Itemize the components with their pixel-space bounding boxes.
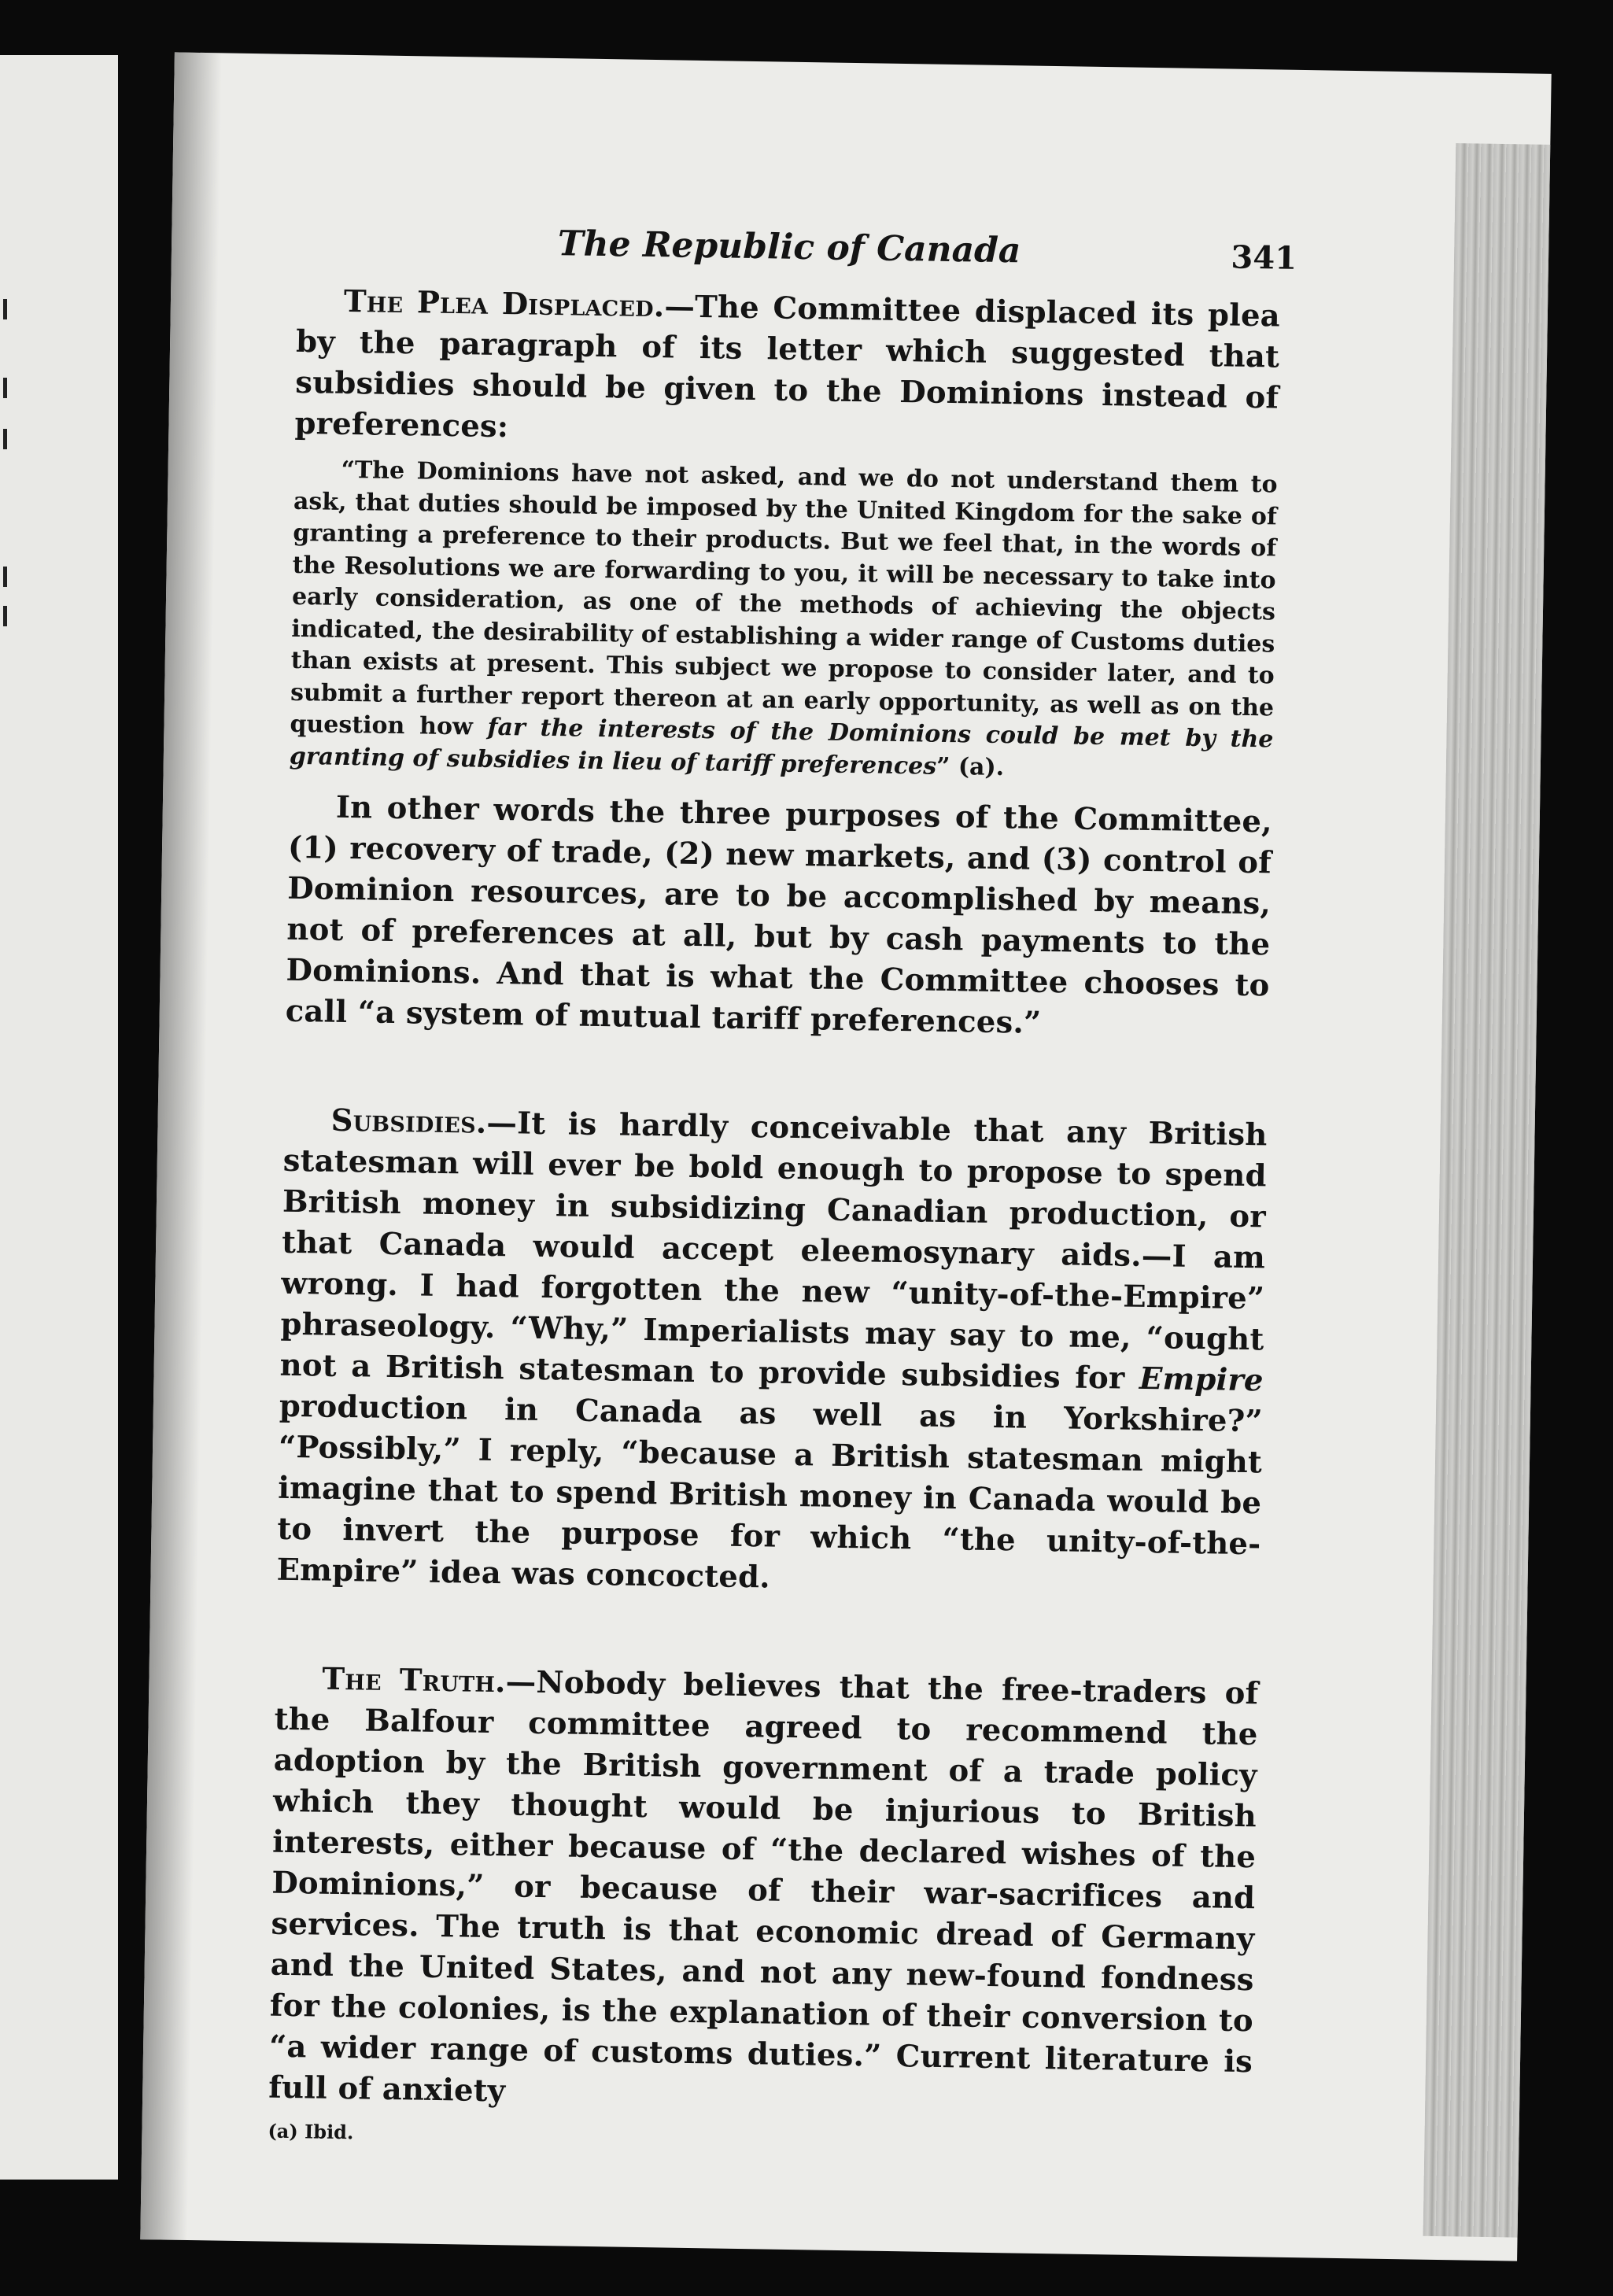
page-content	[268, 220, 1297, 2158]
section-text: —It is hardly conceivable that any British statesman will ever be bold enough to propose to spend British money in subsidizing Canadian production, or that Canada would accept eleemosynary aids.—I am wrong. I had forgotten the new “unity-of-the-Empire” phraseology. “Why,” Imperialists may say to me, “ought not a British statesman to provide subsidies for	[279, 1105, 1268, 1397]
quote-italic: far the interests of the Dominions could be met by the granting of subsidies in lieu of tariff preferences	[289, 713, 1274, 781]
section-text: —The Committee displaced its plea by the paragraph of its letter which suggested that subsidies should be given to the Dominions instead of preferences:	[294, 289, 1281, 445]
section-subsidies	[276, 1100, 1268, 1607]
quote-end: ” (a).	[936, 752, 1005, 781]
running-head	[297, 220, 1297, 282]
page-edges	[1423, 143, 1551, 2238]
block-quote	[290, 454, 1278, 788]
facing-page-edge	[0, 55, 118, 2180]
paragraph-other-words: In other words the three purposes of the Committee, (1) recovery of trade, (2) new markets, and (3) control of Dominion resources, are to be accomplished by means, not of preferences at all, but by cash payments to the Dominions. And that is what the Committee chooses to call “a system of mutual tariff preferences.”	[285, 789, 1273, 1041]
section-text-continued: production in Canada as well as in Yorkshire?” “Possibly,” I reply, “because a British statesman might imagine that to spend British money in Canada would be to invert the purpose for which “the unity-of-the-Empire” idea was concocted.	[276, 1388, 1264, 1596]
section-text: —Nobody believes that the free-traders of the Balfour committee agreed to recommend the adoption by the British government of a trade policy which they thought would be injurious to British interests, either because of “the declared wishes of the Dominions,” or because of their war-sacrifices and services. The truth is that economic dread of Germany and the United States, and not any new-found fondness for the colonies, is the explanation of their conversion to “a wider range of customs duties.” Current literature is full of anxiety	[268, 1664, 1259, 2110]
section-heading: The Plea Displaced.	[343, 283, 665, 325]
quote-text: “The Dominions have not asked, and we do not understand them to ask, that duties should be imposed by the United Kingdom for the sake of granting a preference to their products. But we feel that, in the words of the Resolutions we are forwarding to you, it will be necessary to take into early consideration, as one of the methods of achieving the objects indicated, the desirability of establishing a wider range of Customs duties than exists at present. This subject we propose to consider later, and to submit a further report thereon at an early opportunity, as well as on the question how	[290, 456, 1278, 741]
section-italic: Empire	[1139, 1360, 1264, 1399]
section-plea-displaced	[294, 281, 1280, 460]
section-the-truth	[268, 1659, 1259, 2124]
book-page	[140, 52, 1551, 2261]
section-heading: The Truth.	[322, 1661, 507, 1700]
footnote: (a) Ibid.	[268, 2119, 354, 2144]
running-title: The Republic of Canada	[557, 223, 1021, 271]
page-number: 341	[1231, 238, 1297, 277]
gutter-shadow	[140, 52, 222, 2240]
section-heading: Subsidies.	[330, 1102, 487, 1141]
